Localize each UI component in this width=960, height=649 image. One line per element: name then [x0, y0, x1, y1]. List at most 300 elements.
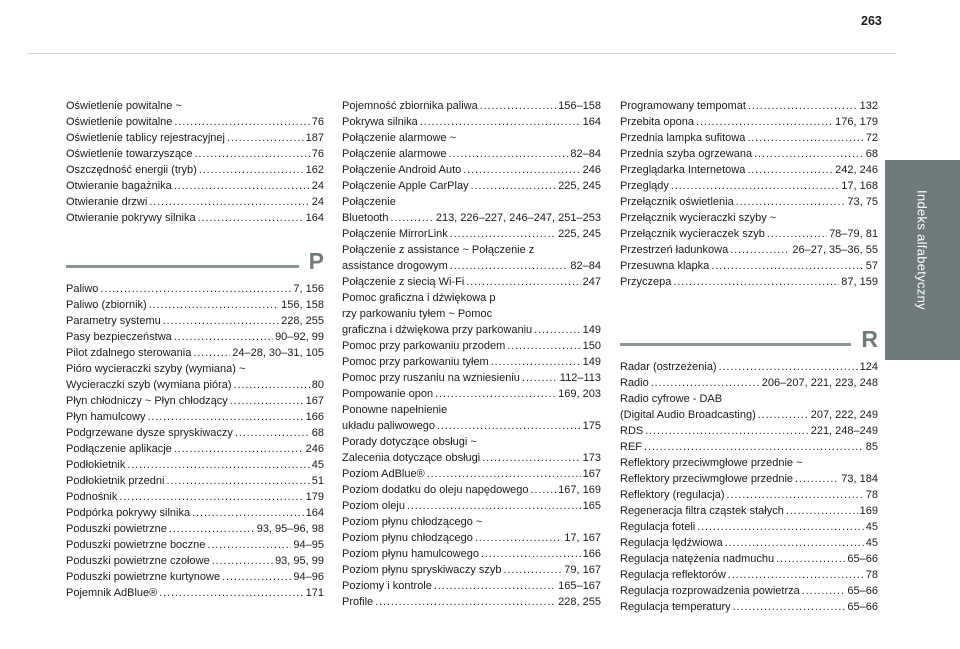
- index-term: Przestrzeń ładunkowa: [620, 244, 729, 256]
- dot-leader: [149, 297, 279, 313]
- index-pages: 24–28, 30–31, 105: [232, 347, 324, 359]
- index-term: Połączenie MirrorLink: [342, 228, 448, 240]
- index-pages: 165: [582, 500, 601, 512]
- dot-leader: [450, 258, 569, 274]
- index-entry: [620, 194, 878, 210]
- index-term: Przełącznik wycieraczek szyb: [620, 228, 765, 240]
- page-number: 263: [861, 14, 882, 28]
- entry-list: [342, 98, 601, 610]
- index-term: Połączenie Android Auto: [342, 164, 462, 176]
- index-term: Połączenie alarmowe: [342, 148, 447, 160]
- index-pages: 228, 255: [281, 315, 324, 327]
- index-term: Pilot zdalnego sterowania: [66, 347, 192, 359]
- index-pages: 221, 248–249: [810, 425, 878, 437]
- dot-leader: [159, 585, 303, 601]
- index-entry: [66, 114, 324, 130]
- index-pages: 246: [582, 164, 601, 176]
- index-pages: 93, 95, 99: [275, 555, 324, 567]
- index-entry: [66, 441, 324, 457]
- index-term: Oświetlenie towarzyszące: [66, 148, 193, 160]
- index-entry: [620, 146, 878, 162]
- index-pages: 169: [859, 505, 878, 517]
- index-pages: 65–66: [847, 553, 878, 565]
- index-entry: [342, 130, 601, 146]
- index-pages: 213, 226–227, 246–247, 251–253: [435, 212, 601, 224]
- index-entry: [342, 546, 601, 562]
- index-term: Przełącznik oświetlenia: [620, 196, 734, 208]
- index-pages: 112–113: [559, 372, 601, 384]
- index-pages: 76: [311, 116, 324, 128]
- index-term: Parametry systemu: [66, 315, 161, 327]
- index-entry: [342, 498, 601, 514]
- dot-leader: [195, 146, 310, 162]
- index-entry: [342, 226, 601, 242]
- index-term: REF: [620, 441, 642, 453]
- index-pages: 247: [582, 276, 601, 288]
- index-term: Reflektory przeciwmgłowe przednie ~: [620, 457, 803, 469]
- index-term: Przeglądarka Internetowa: [620, 164, 746, 176]
- index-term: Poziom płynu chłodzącego ~: [342, 516, 483, 528]
- index-pages: 76: [311, 148, 324, 160]
- index-pages: 17, 168: [841, 180, 878, 192]
- dot-leader: [482, 450, 580, 466]
- index-entry: [342, 98, 601, 114]
- index-entry: [620, 391, 878, 407]
- index-entry: [620, 439, 878, 455]
- index-pages: 51: [311, 475, 324, 487]
- index-term: Połączenie Apple CarPlay: [342, 180, 469, 192]
- index-entry: [620, 567, 878, 583]
- index-entry: [620, 519, 878, 535]
- dot-leader: [174, 441, 304, 457]
- index-term: Podnośnik: [66, 491, 118, 503]
- dot-leader: [174, 329, 273, 345]
- index-entry: [66, 409, 324, 425]
- index-entry: [66, 345, 324, 361]
- index-pages: 156–158: [558, 100, 601, 112]
- index-entry: [342, 370, 601, 386]
- index-pages: 73, 184: [841, 473, 878, 485]
- dot-leader: [767, 226, 827, 242]
- index-term: Regulacja reflektorów: [620, 569, 726, 581]
- index-entry: [342, 242, 601, 258]
- dot-leader: [166, 473, 309, 489]
- dot-leader: [507, 338, 580, 354]
- index-pages: 164: [582, 116, 601, 128]
- index-term: Płyn chłodniczy ~ Płyn chłodzący: [66, 395, 228, 407]
- index-term: Oświetlenie tablicy rejestracyjnej: [66, 132, 225, 144]
- index-pages: 171: [305, 587, 324, 599]
- index-term: Pojemność zbiornika paliwa: [342, 100, 478, 112]
- index-pages: 65–66: [847, 601, 878, 613]
- index-term: Poduszki powietrzne boczne: [66, 539, 206, 551]
- entry-list: [620, 359, 878, 615]
- index-entry: [66, 425, 324, 441]
- index-term: Wycieraczki szyb (wymiana pióra): [66, 379, 232, 391]
- index-pages: 228, 255: [558, 596, 601, 608]
- dot-leader: [199, 162, 304, 178]
- index-entry: [620, 162, 878, 178]
- dot-leader: [222, 569, 291, 585]
- index-pages: 167, 169: [558, 484, 601, 496]
- dot-leader: [212, 553, 273, 569]
- index-pages: 225, 245: [558, 228, 601, 240]
- index-term: Paliwo: [66, 283, 99, 295]
- index-term: Przełącznik wycieraczki szyby ~: [620, 212, 777, 224]
- dot-leader: [435, 386, 556, 402]
- index-term: Regulacja natężenia nadmuchu: [620, 553, 775, 565]
- dot-leader: [449, 146, 569, 162]
- index-term: Podłokietnik przedni: [66, 475, 165, 487]
- dot-leader: [147, 409, 303, 425]
- index-entry: [620, 551, 878, 567]
- index-entry: [342, 178, 601, 194]
- dot-leader: [481, 546, 581, 562]
- index-pages: 179: [305, 491, 324, 503]
- index-term: Pasy bezpieczeństwa: [66, 331, 172, 343]
- index-entry: [66, 130, 324, 146]
- index-term: Podgrzewane dysze spryskiwaczy: [66, 427, 233, 439]
- index-term: Regulacja lędźwiowa: [620, 537, 723, 549]
- index-pages: 164: [305, 212, 324, 224]
- dot-leader: [727, 487, 864, 503]
- index-pages: 167: [305, 395, 324, 407]
- section-tab-label: Indeks alfabetyczny: [914, 190, 930, 310]
- index-pages: 206–207, 221, 223, 248: [761, 377, 878, 389]
- index-term: Otwieranie pokrywy silnika: [66, 212, 196, 224]
- index-term: Poduszki powietrzne czołowe: [66, 555, 210, 567]
- index-term: Połączenie alarmowe ~: [342, 132, 457, 144]
- index-pages: 57: [865, 260, 878, 272]
- index-entry: [66, 281, 324, 297]
- index-pages: 187: [305, 132, 324, 144]
- index-entry: [342, 466, 601, 482]
- dot-leader: [736, 194, 846, 210]
- index-entry: [66, 457, 324, 473]
- index-entry: [66, 585, 324, 601]
- index-pages: 94–95: [293, 539, 324, 551]
- index-term: Pomoc przy ruszaniu na wzniesieniu: [342, 372, 520, 384]
- dot-leader: [776, 551, 845, 567]
- dot-leader: [230, 393, 304, 409]
- index-entry: [620, 242, 878, 258]
- dot-leader: [375, 594, 556, 610]
- index-entry: [342, 482, 601, 498]
- dot-leader: [198, 210, 304, 226]
- index-entry: [66, 537, 324, 553]
- index-entry: [342, 450, 601, 466]
- index-entry: [66, 553, 324, 569]
- letter-heading-p: [66, 239, 324, 274]
- index-term: Poziom oleju: [342, 500, 405, 512]
- index-pages: 94–96: [293, 571, 324, 583]
- index-pages: 68: [311, 427, 324, 439]
- dot-leader: [466, 274, 580, 290]
- dot-leader: [671, 178, 839, 194]
- index-term: Bluetooth: [342, 212, 389, 224]
- index-entry: [342, 402, 601, 418]
- dot-leader: [725, 535, 864, 551]
- dot-leader: [651, 375, 760, 391]
- index-entry: [66, 194, 324, 210]
- index-term: Programowany tempomat: [620, 100, 746, 112]
- index-entry: [342, 290, 601, 306]
- index-entry: [66, 210, 324, 226]
- index-pages: 24: [311, 180, 324, 192]
- dot-leader: [174, 178, 310, 194]
- index-term: Pióro wycieraczki szyby (wymiana) ~: [66, 363, 246, 375]
- dot-leader: [802, 583, 846, 599]
- dot-leader: [119, 489, 303, 505]
- index-term: RDS: [620, 425, 644, 437]
- index-pages: 45: [865, 521, 878, 533]
- index-term: Przednia lampka sufitowa: [620, 132, 746, 144]
- index-term: Porady dotyczące obsługi ~: [342, 436, 477, 448]
- dot-leader: [149, 194, 309, 210]
- dot-leader: [100, 281, 291, 297]
- index-term: Reflektory (regulacja): [620, 489, 725, 501]
- index-entry: [620, 130, 878, 146]
- index-term: Połączenie: [342, 196, 396, 208]
- dot-leader: [235, 425, 310, 441]
- index-entry: [66, 489, 324, 505]
- index-term: Otwieranie bagażnika: [66, 180, 172, 192]
- index-pages: 225, 245: [558, 180, 601, 192]
- index-pages: 68: [865, 148, 878, 160]
- index-entry: [66, 393, 324, 409]
- index-pages: 78: [865, 569, 878, 581]
- dot-leader: [733, 599, 846, 615]
- index-term: Przyczepa: [620, 276, 672, 288]
- index-entry: [66, 329, 324, 345]
- dot-leader: [192, 505, 304, 521]
- index-entry: [342, 306, 601, 322]
- index-entry: [620, 178, 878, 194]
- dot-leader: [163, 313, 279, 329]
- index-term: graficzna i dźwiękowa przy parkowaniu: [342, 324, 533, 336]
- index-term: Pomoc przy parkowaniu przodem: [342, 340, 506, 352]
- index-term: Poziom AdBlue®: [342, 468, 425, 480]
- dot-leader: [673, 274, 839, 290]
- dot-leader: [427, 466, 581, 482]
- index-entry: [66, 361, 324, 377]
- letter-divider: [620, 343, 851, 346]
- index-term: Podłączenie aplikacje: [66, 443, 172, 455]
- index-pages: 72: [865, 132, 878, 144]
- index-entry: [342, 274, 601, 290]
- index-entry: [620, 359, 878, 375]
- index-entry: [620, 471, 878, 487]
- index-pages: 149: [582, 324, 601, 336]
- index-pages: 82–84: [570, 148, 601, 160]
- dot-leader: [747, 130, 863, 146]
- dot-leader: [434, 578, 556, 594]
- index-pages: 45: [311, 459, 324, 471]
- index-pages: 82–84: [570, 260, 601, 272]
- index-term: Podpórka pokrywy silnika: [66, 507, 191, 519]
- index-term: Regeneracja filtra cząstek stałych: [620, 505, 784, 517]
- index-term: Poziom płynu hamulcowego: [342, 548, 479, 560]
- index-pages: 165–167: [558, 580, 601, 592]
- index-entry: [620, 274, 878, 290]
- dot-leader: [475, 530, 562, 546]
- index-pages: 242, 246: [835, 164, 878, 176]
- dot-leader: [645, 423, 808, 439]
- index-pages: 79, 167: [564, 564, 601, 576]
- index-entry: [66, 178, 324, 194]
- index-term: Przednia szyba ogrzewana: [620, 148, 753, 160]
- index-term: Pokrywa silnika: [342, 116, 418, 128]
- index-term: Profile: [342, 596, 374, 608]
- index-term: Poduszki powietrzne: [66, 523, 167, 535]
- index-pages: 173: [582, 452, 601, 464]
- dot-leader: [730, 242, 790, 258]
- index-pages: 167: [582, 468, 601, 480]
- dot-leader: [786, 503, 858, 519]
- index-pages: 150: [582, 340, 601, 352]
- index-entry: [66, 505, 324, 521]
- entry-list: [66, 281, 324, 601]
- index-entry: [342, 210, 601, 226]
- index-entry: [620, 455, 878, 471]
- dot-leader: [193, 345, 230, 361]
- index-entry: [620, 535, 878, 551]
- index-pages: 80: [311, 379, 324, 391]
- index-pages: 175: [582, 420, 601, 432]
- index-pages: 246: [305, 443, 324, 455]
- index-entry: [620, 487, 878, 503]
- dot-leader: [420, 114, 581, 130]
- index-column-1: [66, 98, 324, 601]
- index-entry: [620, 226, 878, 242]
- dot-leader: [174, 114, 309, 130]
- index-term: Regulacja temperatury: [620, 601, 731, 613]
- index-entry: [66, 162, 324, 178]
- index-pages: 7, 156: [293, 283, 324, 295]
- letter-heading-r: [620, 317, 878, 352]
- index-entry: [342, 338, 601, 354]
- index-term: assistance drogowym: [342, 260, 448, 272]
- index-pages: 24: [311, 196, 324, 208]
- index-term: (Digital Audio Broadcasting): [620, 409, 756, 421]
- dot-leader: [719, 359, 858, 375]
- index-entry: [342, 530, 601, 546]
- index-pages: 149: [582, 356, 601, 368]
- index-term: Oszczędność energii (tryb): [66, 164, 197, 176]
- index-term: Radio: [620, 377, 649, 389]
- index-entry: [342, 562, 601, 578]
- index-pages: 78–79, 81: [829, 228, 878, 240]
- dot-leader: [748, 98, 858, 114]
- index-term: Zalecenia dotyczące obsługi: [342, 452, 481, 464]
- index-entry: [342, 162, 601, 178]
- index-term: Połączenie z assistance ~ Połączenie z: [342, 244, 535, 256]
- index-term: Radar (ostrzeżenia): [620, 361, 717, 373]
- index-term: Pompowanie opon: [342, 388, 434, 400]
- dot-leader: [696, 114, 833, 130]
- dot-leader: [644, 439, 864, 455]
- index-term: Przeglądy: [620, 180, 669, 192]
- dot-leader: [522, 370, 558, 386]
- index-term: Regulacja foteli: [620, 521, 696, 533]
- index-entry: [620, 423, 878, 439]
- index-column-2: [342, 98, 601, 610]
- index-pages: 166: [582, 548, 601, 560]
- index-entry: [620, 98, 878, 114]
- index-term: Regulacja rozprowadzenia powietrza: [620, 585, 800, 597]
- index-term: Pojemnik AdBlue®: [66, 587, 158, 599]
- dot-leader: [169, 521, 255, 537]
- index-pages: 124: [859, 361, 878, 373]
- index-entry: [620, 375, 878, 391]
- index-entry: [342, 514, 601, 530]
- letter-divider: [66, 265, 299, 268]
- index-term: Pomoc przy parkowaniu tyłem: [342, 356, 489, 368]
- index-pages: 17, 167: [564, 532, 601, 544]
- index-term: Poziom płynu chłodzącego: [342, 532, 473, 544]
- index-entry: [342, 322, 601, 338]
- dot-leader: [471, 178, 557, 194]
- letter-r: R: [861, 326, 878, 352]
- index-term: układu paliwowego: [342, 420, 435, 432]
- index-term: rzy parkowaniu tyłem ~ Pomoc: [342, 308, 493, 320]
- index-pages: 156, 158: [281, 299, 324, 311]
- index-entry: [66, 98, 324, 114]
- index-term: Radio cyfrowe - DAB: [620, 393, 723, 405]
- dot-leader: [207, 537, 291, 553]
- dot-leader: [437, 418, 581, 434]
- dot-leader: [480, 98, 556, 114]
- index-pages: 26–27, 35–36, 55: [792, 244, 878, 256]
- dot-leader: [728, 567, 864, 583]
- index-entry: [66, 377, 324, 393]
- index-entry: [66, 569, 324, 585]
- dot-leader: [531, 482, 557, 498]
- index-entry: [342, 258, 601, 274]
- index-pages: 164: [305, 507, 324, 519]
- index-entry: [66, 521, 324, 537]
- dot-leader: [758, 407, 809, 423]
- dot-leader: [463, 162, 580, 178]
- dot-leader: [697, 519, 864, 535]
- index-entry: [66, 473, 324, 489]
- index-entry: [66, 297, 324, 313]
- index-entry: [66, 313, 324, 329]
- dot-leader: [711, 258, 863, 274]
- index-entry: [342, 418, 601, 434]
- index-entry: [620, 583, 878, 599]
- index-term: Oświetlenie powitalne ~: [66, 100, 182, 112]
- index-pages: 45: [865, 537, 878, 549]
- letter-p: P: [308, 248, 324, 274]
- index-pages: 132: [859, 100, 878, 112]
- index-entry: [342, 594, 601, 610]
- index-entry: [66, 146, 324, 162]
- dot-leader: [227, 130, 304, 146]
- index-term: Przebita opona: [620, 116, 694, 128]
- dot-leader: [234, 377, 310, 393]
- index-pages: 207, 222, 249: [810, 409, 878, 421]
- dot-leader: [127, 457, 309, 473]
- dot-leader: [534, 322, 580, 338]
- index-term: Podłokietnik: [66, 459, 126, 471]
- dot-leader: [504, 562, 563, 578]
- index-entry: [620, 407, 878, 423]
- index-term: Otwieranie drzwi: [66, 196, 148, 208]
- dot-leader: [390, 210, 433, 226]
- index-entry: [342, 386, 601, 402]
- index-term: Poziom dodatku do oleju napędowego: [342, 484, 529, 496]
